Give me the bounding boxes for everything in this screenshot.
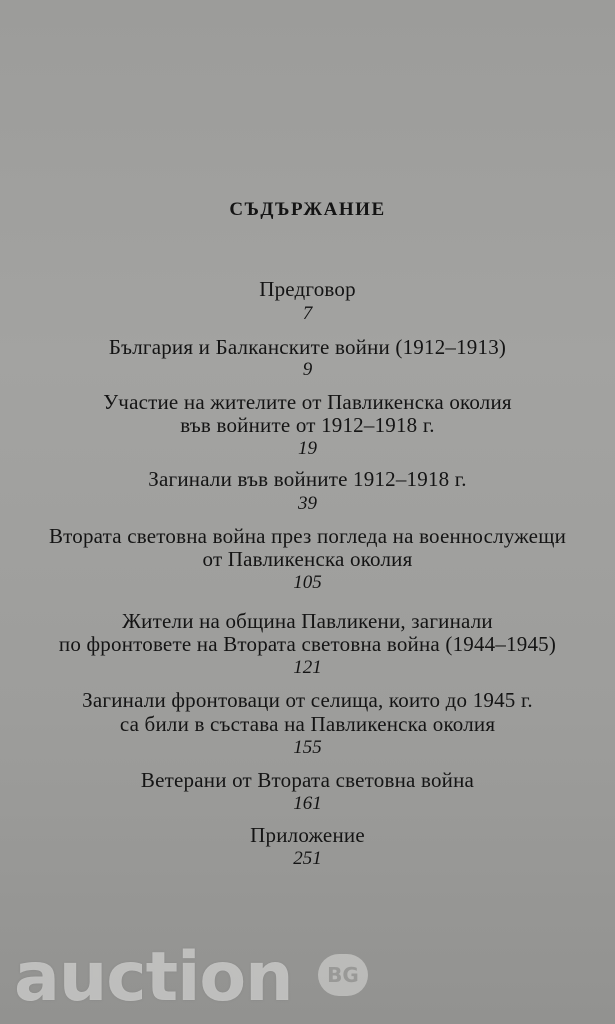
toc-entry-page: 121 <box>293 657 322 678</box>
auction-watermark <box>14 938 374 1018</box>
watermark-text: auction <box>14 938 293 1017</box>
toc-entry-page: 9 <box>302 359 313 380</box>
toc-entry-title: Приложение <box>250 823 365 847</box>
toc-entry-page: 19 <box>298 438 317 459</box>
toc-entry-title: България и Балканските войни (1912–1913) <box>108 335 507 359</box>
toc-entry-page: 39 <box>298 493 317 514</box>
toc-entry-title: Ветерани от Втората световна война <box>140 768 475 792</box>
toc-entry-title-line2: са били в състава на Павликенска околия <box>119 712 496 736</box>
toc-entry-title: Жители на община Павликени, загинали <box>122 609 493 633</box>
toc-entry-page: 161 <box>293 793 322 814</box>
watermark-badge: BG <box>318 954 368 996</box>
toc-entry-title: Предговор <box>259 277 356 301</box>
toc-heading: СЪДЪРЖАНИЕ <box>229 199 386 220</box>
toc-entry-title: Участие на жителите от Павликенска околия <box>103 390 512 414</box>
toc-entry-page: 251 <box>293 848 322 869</box>
toc-entry-title: Загинали фронтоваци от селища, които до 1945 г. <box>82 688 533 712</box>
toc-entry-title: Загинали във войните 1912–1918 г. <box>148 467 467 491</box>
toc-entry-title-line2: във войните от 1912–1918 г. <box>180 413 435 437</box>
toc-entry-title-line2: по фронтовете на Втората световна война (1944–1945) <box>58 632 557 656</box>
toc-entry-page: 155 <box>293 737 322 758</box>
toc-entry-page: 7 <box>302 303 313 324</box>
toc-entry-title-line2: от Павликенска околия <box>202 547 413 571</box>
toc-entry-title: Втората световна война през погледа на военнослужещи <box>48 524 567 548</box>
toc-entry-page: 105 <box>293 572 322 593</box>
